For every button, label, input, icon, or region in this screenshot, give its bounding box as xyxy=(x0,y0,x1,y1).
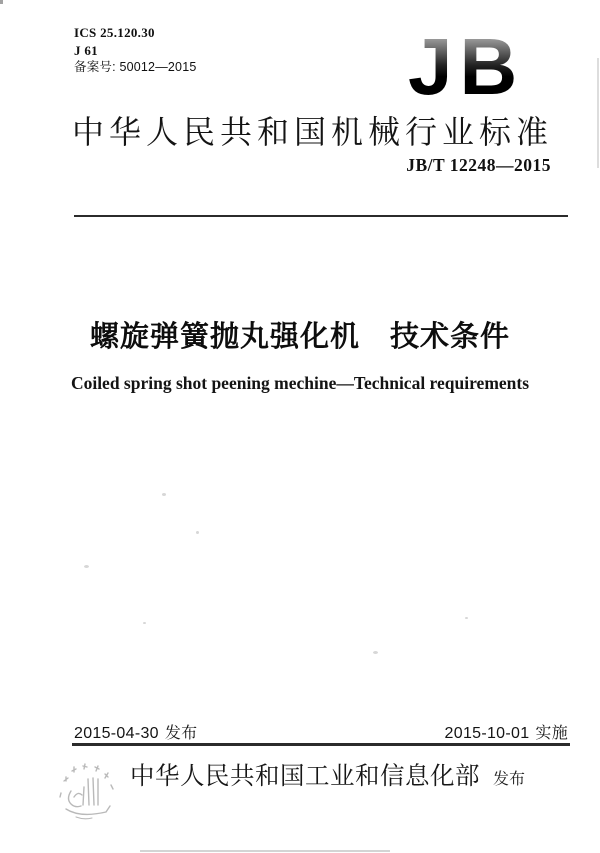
scan-corner-artifact xyxy=(0,0,3,4)
date-row xyxy=(74,720,568,743)
scan-speck xyxy=(84,565,89,568)
issue-date xyxy=(74,720,197,743)
scan-edge-artifact xyxy=(140,850,390,852)
ics-code: ICS 25.120.30 xyxy=(74,25,155,40)
issue-date-label: 发布 xyxy=(164,725,198,742)
standard-category-title: 中华人民共和国机械行业标准 xyxy=(72,114,554,150)
official-seal-mark xyxy=(54,756,120,832)
document-title-en: Coiled spring shot peening mechine—Technical requirements xyxy=(70,373,530,393)
jb-logo: JB xyxy=(408,22,525,111)
issue-date-value: 2015-04-30 xyxy=(74,725,159,742)
footer-divider xyxy=(72,743,570,746)
scan-speck xyxy=(162,493,166,496)
scan-speck xyxy=(196,531,199,534)
standard-number: JB/T 12248—2015 xyxy=(406,155,551,175)
issuer-label: 发布 xyxy=(493,771,526,788)
issuer-name: 中华人民共和国工业和信息化部 xyxy=(130,763,480,790)
classification-code: J 61 xyxy=(74,42,98,58)
implementation-date-value: 2015-10-01 xyxy=(444,725,530,742)
scan-edge-artifact xyxy=(597,58,599,168)
document-title-cn: 螺旋弹簧抛丸强化机 技术条件 xyxy=(89,321,510,353)
scan-speck xyxy=(373,651,378,654)
scan-speck xyxy=(143,622,146,624)
record-number: 备案号: 50012—2015 xyxy=(74,60,197,74)
scan-speck xyxy=(465,617,468,619)
header-divider xyxy=(74,215,568,217)
issuer-row xyxy=(130,757,525,792)
header-meta-block xyxy=(74,24,197,77)
implementation-date-label: 实施 xyxy=(535,725,568,742)
implementation-date xyxy=(445,720,568,743)
